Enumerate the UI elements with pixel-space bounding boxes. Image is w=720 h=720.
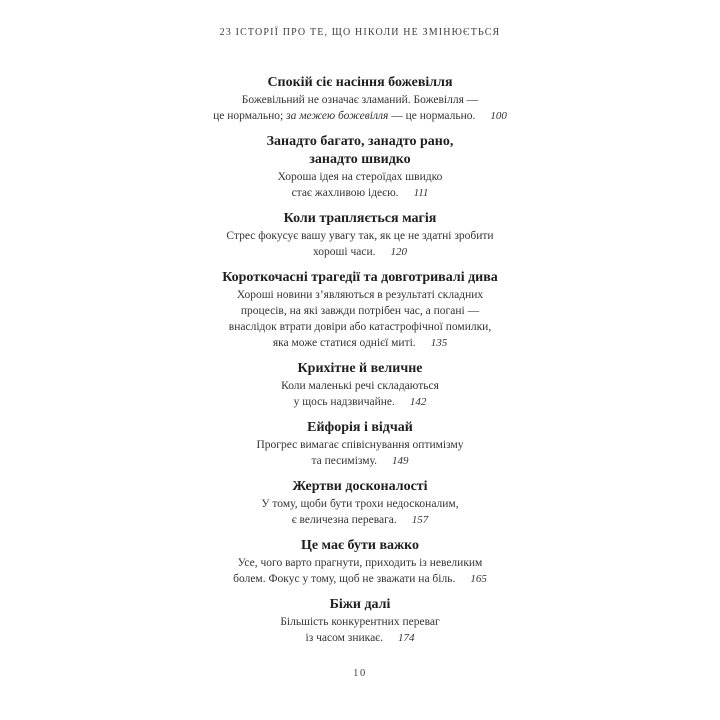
toc-entry [90,478,630,528]
toc-entry-title: Крихітне й величне [297,361,423,376]
toc-entry-description-line [90,571,630,587]
toc-description-segment: яка може статися однієї миті. [272,337,416,349]
toc-entry-title: Занадто багато, занадто рано, [266,134,454,149]
toc-entry [90,419,630,469]
toc-entry-description-line [90,319,630,335]
toc-description-segment: болем. Фокус у тому, щоб не зважати на біль. [233,573,456,585]
folio-page-number: 10 [353,668,367,679]
toc-entry-description-line [90,555,630,571]
toc-description-segment: Усе, чого варто прагнути, приходить із невеликим [237,557,483,569]
toc-entry-description-line [90,92,630,108]
toc-description-segment: Божевільний не означає зламаний. Божевілля — [241,94,479,106]
toc-entry-description-line [90,287,630,303]
toc-page-number: 174 [397,632,415,644]
toc-page-number: 111 [413,187,429,199]
toc-entry-description-line [90,394,630,410]
toc-description-segment: із часом зникає. [305,632,383,644]
running-header: 23 ІСТОРІЇ ПРО ТЕ, ЩО НІКОЛИ НЕ ЗМІНЮЄТЬСЯ [219,27,501,38]
toc-description-segment: це нормально; [213,110,287,122]
toc-entry-title: Короткочасні трагедії та довготривалі дива [222,270,498,285]
toc-description-segment: У тому, щоби бути трохи недосконалим, [261,498,459,510]
toc-description-segment: за межею божевілля [286,110,389,122]
toc-description-segment: процесів, на які завжди потрібен час, а погані — [240,305,480,317]
toc-entry-description-line [90,303,630,319]
toc-page-number: 135 [430,337,448,349]
toc-entry-title: занадто швидко [309,152,411,167]
toc-description-segment: та песимізму. [311,455,378,467]
toc-description-segment: — це нормально. [388,110,476,122]
toc-entry [90,537,630,587]
toc-description-segment: Більшість конкурентних переваг [280,616,440,628]
toc-page-number: 157 [411,514,429,526]
toc-page-number: 165 [470,573,487,585]
toc-description-segment: є величезна перевага. [291,514,397,526]
toc-entry-title: Жертви досконалості [292,479,428,494]
toc-entry-title: Коли трапляється магія [283,211,437,226]
toc-entry [90,596,630,646]
toc-description-segment: стає жахливою ідеєю. [291,187,399,199]
toc-entry-description-line [90,169,630,185]
toc-entry [90,360,630,410]
toc-page-number: 100 [490,110,507,122]
toc-description-segment: у щось надзвичайне. [293,396,395,408]
toc-entry-description-line [90,453,630,469]
toc-description-segment: хороші часи. [312,246,376,258]
toc-entry [90,74,630,124]
toc-description-segment: внаслідок втрати довіри або катастрофічної помилки, [228,321,492,333]
toc-entry-description-line [90,496,630,512]
toc-description-segment: Хороші новини з’являються в результаті складних [236,289,484,301]
toc-entry-description-line [90,437,630,453]
toc-entry-title: Ейфорія і відчай [307,420,413,435]
toc-entry-title: Біжи далі [329,597,391,612]
toc-entry-description-line [90,335,630,351]
toc-entry-description-line [90,614,630,630]
toc-entry-description-line [90,244,630,260]
toc-page-number: 120 [390,246,407,258]
toc-entry-description-line [90,228,630,244]
toc-page-number: 149 [392,455,409,467]
toc-entry-description-line [90,378,630,394]
toc-entry-description-line [90,630,630,646]
toc-entry-title: Спокій сіє насіння божевілля [267,75,453,90]
toc-entry [90,269,630,351]
toc-description-segment: Хороша ідея на стероїдах швидко [277,171,443,183]
toc-description-segment: Прогрес вимагає співіснування оптимізму [256,439,464,451]
toc-entry-title: Це має бути важко [300,538,420,553]
toc-entry-description-line [90,185,630,201]
toc-entry-description-line [90,512,630,528]
toc-description-segment: Стрес фокусує вашу увагу так, як це не здатні зробити [226,230,494,242]
toc-description-segment: Коли маленькі речі складаються [281,380,439,392]
toc-page-number: 142 [409,396,427,408]
toc-entry-description-line [90,108,630,124]
toc-entry [90,210,630,260]
toc-entry [90,133,630,201]
toc-list [90,74,630,646]
